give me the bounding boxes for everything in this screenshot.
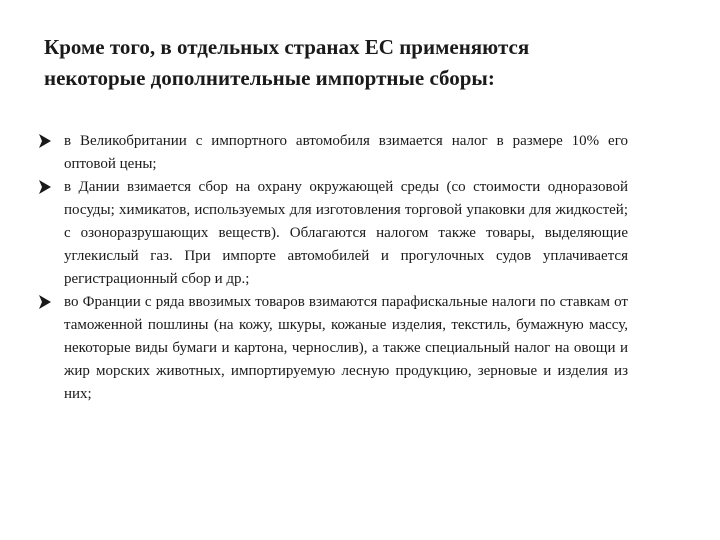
bullet-item-denmark [38,176,628,291]
bullet-text: в Дании взимается сбор на охрану окружающей среды (со стоимости одноразовой посуды; химикатов, используемых для изготовления торговой упаковки для жидкостей; с озоноразрушающих веществ). Облагаются налогом также товары, выделяющие углекислый газ. При импорте автомобилей и прогулочных судов уплачивается регистрационный сбор и др.; [64,179,628,287]
arrow-bullet-icon [38,179,52,195]
arrow-bullet-icon [38,133,52,149]
bullet-text: в Великобритании с импортного автомобиля взимается налог в размере 10% его оптовой цены; [64,133,628,172]
bullet-item-uk [38,130,628,176]
slide-title [44,32,684,94]
arrow-bullet-icon [38,294,52,310]
bullet-text: во Франции с ряда ввозимых товаров взимаются парафискальные налоги по ставкам от таможенной пошлины (на кожу, шкуры, кожаные изделия, текстиль, бумажную массу, некоторые виды бумаги и картона, чернослив), а также специальный налог на овощи и жир морских животных, импортируемую лесную продукцию, зерновые и изделия из них; [64,294,628,402]
bullet-item-france [38,291,628,406]
slide-title-line-2: некоторые дополнительные импортные сборы: [44,66,495,90]
bullet-list [38,130,628,406]
slide-title-line-1: Кроме того, в отдельных странах ЕС применяются [44,35,530,59]
